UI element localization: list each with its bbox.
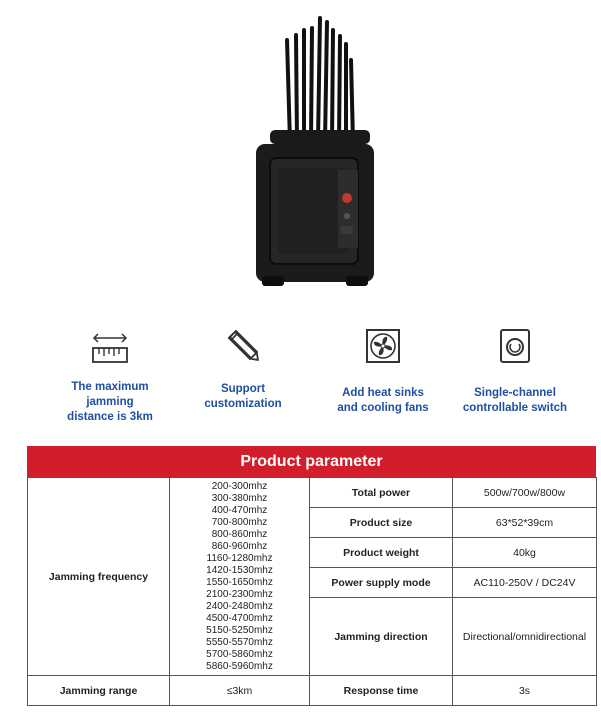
frequency-item: 2400-2480mhz bbox=[206, 600, 273, 612]
total-power-value: 500w/700w/800w bbox=[453, 478, 597, 508]
product-size-label: Product size bbox=[310, 508, 453, 538]
response-time-value: 3s bbox=[453, 676, 597, 706]
feature-label-line: Add heat sinks bbox=[342, 387, 424, 399]
power-supply-label: Power supply mode bbox=[310, 568, 453, 598]
frequency-item: 2100-2300mhz bbox=[206, 588, 273, 600]
frequency-item: 860-960mhz bbox=[211, 540, 268, 552]
frequency-item: 1550-1650mhz bbox=[206, 576, 273, 588]
frequency-item: 300-380mhz bbox=[211, 492, 268, 504]
feature-switch bbox=[440, 320, 590, 416]
frequency-list bbox=[170, 478, 310, 676]
feature-row bbox=[0, 320, 601, 430]
frequency-item: 5860-5960mhz bbox=[206, 660, 273, 672]
pencil-ruler-icon bbox=[168, 320, 318, 364]
jamming-range-value: ≤3km bbox=[170, 676, 310, 706]
jamming-direction-label: Jamming direction bbox=[310, 598, 453, 676]
frequency-item: 700-800mhz bbox=[211, 516, 268, 528]
product-weight-value: 40kg bbox=[453, 538, 597, 568]
feature-label-line: jamming bbox=[86, 396, 134, 408]
frequency-item: 800-860mhz bbox=[211, 528, 268, 540]
feature-label-line: controllable switch bbox=[462, 402, 568, 414]
jamming-frequency-label: Jamming frequency bbox=[28, 478, 170, 676]
jamming-range-label: Jamming range bbox=[28, 676, 170, 706]
product-image bbox=[150, 0, 450, 300]
frequency-item: 5150-5250mhz bbox=[206, 624, 273, 636]
frequency-item: 5550-5570mhz bbox=[206, 636, 273, 648]
power-supply-value: AC110-250V / DC24V bbox=[453, 568, 597, 598]
response-time-label: Response time bbox=[310, 676, 453, 706]
switch-icon bbox=[440, 320, 590, 364]
feature-label-line: customization bbox=[204, 398, 282, 410]
feature-label-line: distance is 3km bbox=[67, 411, 153, 423]
frequency-item: 200-300mhz bbox=[211, 480, 268, 492]
feature-label-line: and cooling fans bbox=[337, 402, 429, 414]
total-power-label: Total power bbox=[310, 478, 453, 508]
parameter-table bbox=[27, 446, 596, 706]
frequency-item: 5700-5860mhz bbox=[206, 648, 273, 660]
feature-distance bbox=[35, 320, 185, 425]
product-size-value: 63*52*39cm bbox=[453, 508, 597, 538]
feature-label-line: Single-channel bbox=[474, 387, 556, 399]
table-title: Product parameter bbox=[27, 446, 596, 477]
frequency-item: 400-470mhz bbox=[211, 504, 268, 516]
feature-label-line: The maximum bbox=[71, 381, 149, 393]
product-weight-label: Product weight bbox=[310, 538, 453, 568]
feature-customization bbox=[168, 320, 318, 412]
feature-cooling bbox=[308, 320, 458, 416]
fan-icon bbox=[308, 320, 458, 364]
feature-label-line: Support bbox=[220, 383, 266, 395]
frequency-item: 4500-4700mhz bbox=[206, 612, 273, 624]
frequency-item: 1160-1280mhz bbox=[206, 552, 273, 564]
frequency-item: 1420-1530mhz bbox=[206, 564, 273, 576]
ruler-icon bbox=[35, 320, 185, 368]
jamming-direction-value: Directional/omnidirectional bbox=[453, 598, 597, 676]
